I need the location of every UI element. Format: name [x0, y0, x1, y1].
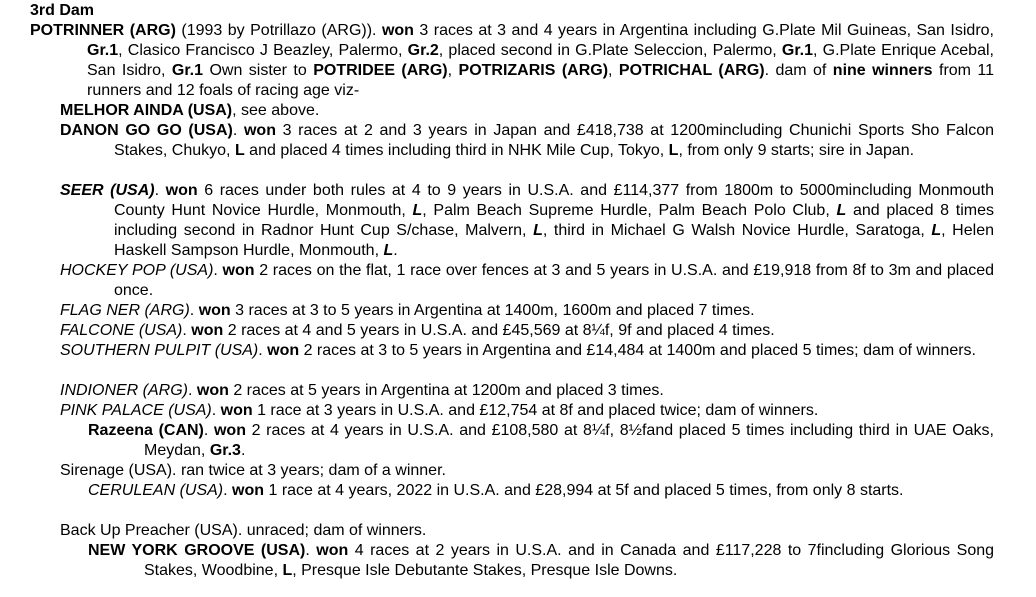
entry-text-run: won [213, 422, 246, 439]
entry-text-run: won [198, 302, 231, 319]
entry-text-run: , third in Michael G Walsh Novice Hurdle, Saratoga, [542, 222, 932, 239]
entry-text-run: 1 race at 3 years in U.S.A. and £12,754 at 8f and placed twice; dam of winners. [252, 402, 819, 419]
entry-text-run: . [213, 262, 223, 279]
entry-text-run: Own sister to [203, 62, 314, 79]
entry-text-run: . [223, 482, 233, 499]
section-heading: 3rd Dam [30, 2, 95, 19]
entry-text-run: , G.Plate Enrique Acebal, San Isidro, [87, 42, 994, 79]
entry-text-run: 3 races at 2 and 3 years in Japan and £418,738 at 1200mincluding Chunichi Sports Sho Falcon Stakes, Chukyo, [114, 122, 995, 159]
progeny-entry [88, 541, 994, 581]
entry-text-run: , Palm Beach Supreme Hurdle, Palm Beach Polo Club, [422, 202, 837, 219]
entry-text-run: SEER (USA) [60, 182, 155, 199]
entry-text-run: POTRINNER (ARG) [30, 22, 176, 39]
entry-text-run: . [188, 382, 197, 399]
progeny-entry [30, 21, 994, 101]
entry-text-run: 2 races at 3 to 5 years in Argentina and £14,484 at 1400m and placed 5 times; dam of winners. [299, 342, 976, 359]
progeny-entry [60, 321, 994, 341]
entry-text-run: POTRICHAL (ARG) [618, 62, 765, 79]
entry-text-run: , placed second in G.Plate Seleccion, Palermo, [438, 42, 782, 59]
entry-text-run: , [608, 62, 619, 79]
entry-text-run: won [267, 342, 300, 359]
entry-text-run: 1 race at 4 years, 2022 in U.S.A. and £28,994 at 5f and placed 5 times, from only 8 starts. [264, 482, 904, 499]
progeny-entry [60, 101, 994, 121]
entry-text-run: , see above. [232, 102, 320, 119]
entry-text-run: CERULEAN (USA) [88, 482, 224, 499]
entry-text-run: from 11 runners and 12 foals of racing age viz- [87, 62, 995, 99]
entry-text-run: won [165, 182, 198, 199]
entry-text-run: won [232, 482, 265, 499]
entry-text-run: Gr.1 [171, 62, 204, 79]
entry-text-run: and placed 8 times including second in Radnor Hunt Cup S/chase, Malvern, [114, 202, 994, 239]
entry-text-run: . [189, 302, 199, 319]
entry-text-run: won [316, 542, 349, 559]
entry-text-run: 2 races at 5 years in Argentina at 1200m and placed 3 times. [228, 382, 664, 399]
entry-text-run: won [222, 262, 255, 279]
entry-text-run: 4 races at 2 years in U.S.A. and in Canada and £117,228 to 7fincluding Glorious Song Stakes, Woodbine, [144, 542, 995, 579]
progeny-entry [60, 121, 994, 161]
entry-text-run: won [191, 322, 224, 339]
entry-text-run: . [182, 322, 192, 339]
entry-text-run: HOCKEY POP (USA) [60, 262, 214, 279]
entry-text-run: L [533, 222, 543, 239]
entry-text-run: and placed 4 times including third in NHK Mile Cup, Tokyo, [244, 142, 669, 159]
entry-text-run: won [220, 402, 253, 419]
entry-text-run: . [305, 542, 317, 559]
progeny-entry [60, 301, 994, 321]
entry-text-run: won [243, 122, 276, 139]
entry-text-run: 2 races at 4 and 5 years in U.S.A. and £45,569 at 8¼f, 9f and placed 4 times. [223, 322, 775, 339]
entry-text-run: . [211, 402, 221, 419]
entry-text-run: . dam of [764, 62, 833, 79]
progeny-entry [88, 421, 994, 461]
entry-text-run: 6 races under both rules at 4 to 9 years in U.S.A. and £114,377 from 1800m to 5000mincluding Monmouth County Hunt Novice Hurdle, Monmouth, [114, 182, 994, 219]
entry-text-run: . [203, 422, 214, 439]
entry-text-run: , [447, 62, 459, 79]
progeny-entry [60, 181, 994, 261]
progeny-entry [60, 341, 994, 361]
entry-text-run: NEW YORK GROOVE (USA) [88, 542, 306, 559]
entry-text-run: 3 races at 3 to 5 years in Argentina at 1400m, 1600m and placed 7 times. [230, 302, 755, 319]
entry-text-run: L [383, 242, 394, 259]
entry-text-run: Gr.1 [87, 42, 119, 59]
entry-text-run: MELHOR AINDA (USA) [60, 102, 233, 119]
entry-text-run: POTRIZARIS (ARG) [458, 62, 609, 79]
entry-text-run: FLAG NER (ARG) [60, 302, 190, 319]
entry-text-run: won [381, 22, 414, 39]
entry-text-run: INDIONER (ARG) [60, 382, 188, 399]
entry-text-run: . [393, 242, 398, 259]
entry-text-run: L [282, 562, 293, 579]
entry-text-run: , Clasico Francisco J Beazley, Palermo, [118, 42, 408, 59]
entry-text-run: L [412, 202, 423, 219]
entry-text-run: Razeena (CAN) [88, 422, 204, 439]
entry-text-run: won [196, 382, 229, 399]
entry-text-run: 2 races on the flat, 1 race over fences at 3 and 5 years in U.S.A. and £19,918 from 8f to 3m and placed once. [114, 262, 995, 299]
progeny-entry [60, 381, 994, 401]
entry-text-run: . [258, 342, 268, 359]
entry-text-run: Gr.1 [781, 42, 814, 59]
entry-text-run: SOUTHERN PULPIT (USA) [60, 342, 259, 359]
entry-text-run: Sirenage (USA). ran twice at 3 years; dam of a winner. [60, 462, 446, 479]
entry-text-run: nine winners [832, 62, 933, 79]
entry-text-run: FALCONE (USA) [60, 322, 183, 339]
entry-text-run: Gr.3 [209, 442, 241, 459]
entry-text-run: 3 races at 3 and 4 years in Argentina including G.Plate Mil Guineas, San Isidro, [413, 22, 994, 39]
entry-text-run: PINK PALACE (USA) [60, 402, 212, 419]
entry-text-run: (1993 by Potrillazo (ARG)). [175, 22, 382, 39]
entry-text-run: Back Up Preacher (USA). unraced; dam of winners. [60, 522, 427, 539]
entry-text-run: POTRIDEE (ARG) [313, 62, 448, 79]
progeny-entry [60, 521, 994, 541]
progeny-entry [60, 261, 994, 301]
entry-text-run: , Presque Isle Debutante Stakes, Presque Isle Downs. [292, 562, 678, 579]
progeny-entry [88, 481, 994, 501]
entry-text-run: L [836, 202, 847, 219]
progeny-entry [60, 401, 994, 421]
entry-text-run: . [232, 122, 244, 139]
entry-text-run: DANON GO GO (USA) [60, 122, 233, 139]
entry-text-run: Gr.2 [407, 42, 439, 59]
entry-text-run: . [240, 442, 246, 459]
entry-text-run: , Helen Haskell Sampson Hurdle, Monmouth, [114, 222, 994, 259]
entry-text-run: 2 races at 4 years in U.S.A. and £108,580 at 8¼f, 8½fand placed 5 times including third in UAE Oaks, Meydan, [144, 422, 995, 459]
entry-text-run: L [668, 142, 679, 159]
progeny-entry [60, 461, 994, 481]
entry-text-run: L [234, 142, 245, 159]
entry-text-run: . [154, 182, 166, 199]
entry-text-run: , from only 9 starts; sire in Japan. [678, 142, 915, 159]
entry-text-run: L [931, 222, 942, 239]
